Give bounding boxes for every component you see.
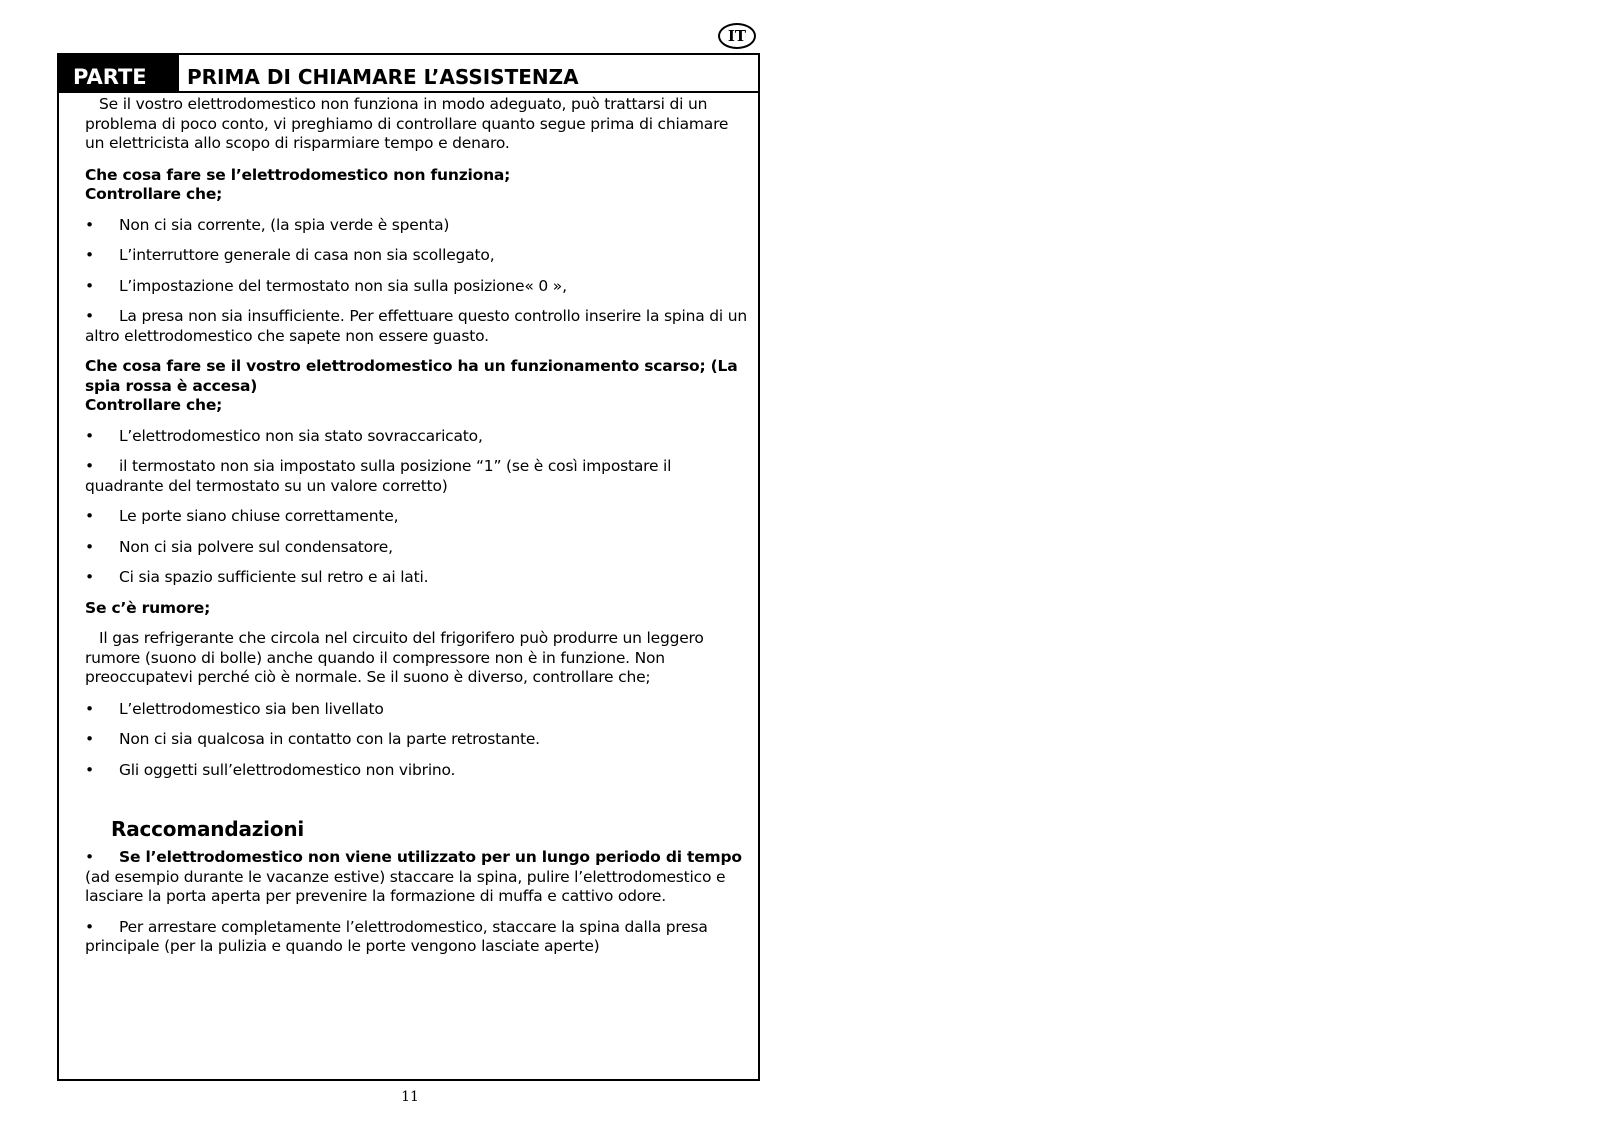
section3-heading: Se c’è rumore; xyxy=(85,598,211,617)
list-item xyxy=(85,427,750,447)
list-item xyxy=(85,216,750,236)
list-item-text: Non ci sia corrente, (la spia verde è spenta) xyxy=(119,215,450,234)
list-item xyxy=(85,700,750,720)
list-item xyxy=(85,246,750,266)
list-item xyxy=(85,307,750,346)
bullet-icon: • xyxy=(85,730,94,748)
bullet-icon: • xyxy=(85,760,94,779)
section2-heading-block xyxy=(85,357,750,416)
list-item xyxy=(85,848,750,907)
page-number: 11 xyxy=(401,1089,419,1105)
intro-paragraph: Se il vostro elettrodomestico non funziona in modo adeguato, può trattarsi di un problema di poco conto, vi preghiamo di controllare quanto segue prima di chiamare un elettricista allo scopo di risparmiare tempo e denaro. xyxy=(85,95,729,152)
list-item-text: il termostato non sia impostato sulla posizione “1” (se è così impostare il quadrante del termostato su un valore corretto) xyxy=(85,457,672,495)
list-item xyxy=(85,457,750,496)
list-item-text: Gli oggetti sull’elettrodomestico non vibrino. xyxy=(119,760,456,779)
list-item xyxy=(85,538,750,558)
bullet-icon: • xyxy=(85,537,94,556)
recommendation-text: (ad esempio durante le vacanze estive) staccare la spina, pulire l’elettrodomestico e lasciare la porta aperta per prevenire la formazione di muffa e cattivo odore. xyxy=(85,867,726,905)
bullet-icon: • xyxy=(85,426,94,445)
recommendation-text: Per arrestare completamente l’elettrodomestico, staccare la spina dalla presa principale (per la pulizia e quando le porte vengono lasciate aperte) xyxy=(85,917,708,955)
list-item xyxy=(85,277,750,297)
list-item xyxy=(85,568,750,588)
page-title: PRIMA DI CHIAMARE L’ASSISTENZA xyxy=(187,65,579,89)
list-item-text: Non ci sia qualcosa in contatto con la parte retrostante. xyxy=(119,730,540,748)
bullet-icon: • xyxy=(85,917,94,936)
bullet-icon: • xyxy=(85,246,94,264)
body-text xyxy=(85,95,750,968)
list-item-text: L’elettrodomestico sia ben livellato xyxy=(119,699,384,718)
section2-subheading: Controllare che; xyxy=(85,396,223,414)
bullet-icon: • xyxy=(85,507,94,525)
bullet-icon: • xyxy=(85,699,94,718)
section1-heading-block xyxy=(85,166,750,205)
recommendations-title: Raccomandazioni xyxy=(111,817,305,841)
bullet-icon: • xyxy=(85,307,94,325)
list-item xyxy=(85,730,750,750)
content-frame xyxy=(57,53,760,1081)
part-label: PARTE xyxy=(59,55,179,91)
recommendation-bold-text: Se l’elettrodomestico non viene utilizzato per un lungo periodo di tempo xyxy=(119,848,742,866)
section1-heading: Che cosa fare se l’elettrodomestico non funziona; xyxy=(85,165,511,184)
section1-subheading: Controllare che; xyxy=(85,185,223,203)
list-item-text: Non ci sia polvere sul condensatore, xyxy=(119,537,393,556)
list-item-text: Ci sia spazio sufficiente sul retro e ai lati. xyxy=(119,568,429,586)
section3-paragraph: Il gas refrigerante che circola nel circuito del frigorifero può produrre un leggero rumore (suono di bolle) anche quando il compressore non è in funzione. Non preoccupatevi perché ciò è normale. Se il suono è diverso, controllare che; xyxy=(85,629,704,686)
list-item-text: L’impostazione del termostato non sia sulla posizione« 0 », xyxy=(119,276,567,295)
section-header xyxy=(59,55,758,93)
section2-heading: Che cosa fare se il vostro elettrodomestico ha un funzionamento scarso; (La spia rossa è accesa) xyxy=(85,357,738,395)
bullet-icon: • xyxy=(85,215,94,234)
list-item-text: L’interruttore generale di casa non sia scollegato, xyxy=(119,246,495,264)
list-item-text: La presa non sia insufficiente. Per effettuare questo controllo inserire la spina di un altro elettrodomestico che sapete non essere guasto. xyxy=(85,307,747,345)
bullet-icon: • xyxy=(85,848,94,866)
list-item xyxy=(85,918,750,957)
list-item xyxy=(85,507,750,527)
bullet-icon: • xyxy=(85,568,94,586)
list-item-text: L’elettrodomestico non sia stato sovraccaricato, xyxy=(119,426,483,445)
list-item-text: Le porte siano chiuse correttamente, xyxy=(119,507,399,525)
list-item xyxy=(85,761,750,781)
bullet-icon: • xyxy=(85,276,94,295)
bullet-icon: • xyxy=(85,457,94,475)
language-badge: IT xyxy=(718,23,756,49)
